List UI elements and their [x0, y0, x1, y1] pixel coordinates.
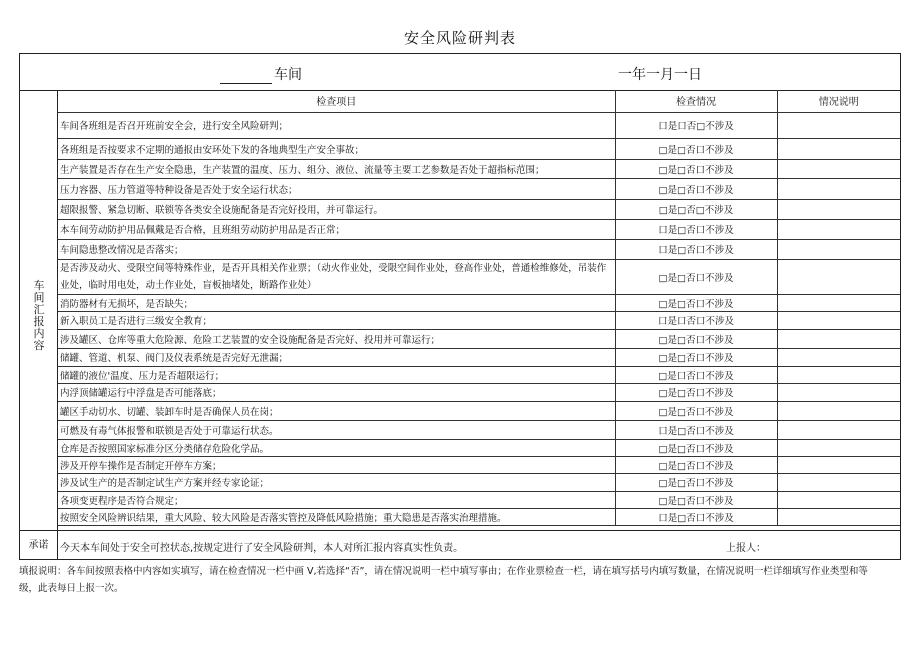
- check-status[interactable]: □是□否口不涉及: [615, 439, 777, 456]
- table-row: [58, 311, 900, 329]
- check-status[interactable]: □是□否口不涉及: [615, 456, 777, 473]
- table-row: [58, 294, 900, 311]
- col-header-remark: 情况说明: [777, 90, 900, 112]
- commitment-text: 今天本车间处于安全可控状态,按规定进行了安全风险研判，本人对所汇报内容真实性负责。: [60, 543, 464, 554]
- check-status[interactable]: □是□否口不涉及: [615, 491, 777, 508]
- table-row: [58, 508, 900, 525]
- check-status[interactable]: □是□否口不涉及: [615, 329, 777, 348]
- remark-cell[interactable]: [777, 508, 900, 525]
- check-item: 涉及开停车操作是否制定开停车方案；: [58, 456, 615, 473]
- check-item: 罐区手动切水、切罐、装卸车时是否确保人员在岗；: [58, 401, 615, 420]
- table-row: [58, 178, 900, 199]
- check-item: 涉及试生产的是否制定试生产方案并经专家论证；: [58, 473, 615, 491]
- remark-cell[interactable]: [777, 473, 900, 491]
- check-status[interactable]: □是口否口不涉及: [615, 366, 777, 383]
- check-status[interactable]: □是□否口不涉及: [615, 348, 777, 366]
- check-item: 按照安全风险辨识结果，重大风险、较大风险是否落实管控及降低风险措施；重大隐患是否落实治理措施。: [58, 508, 615, 525]
- side-char: 内: [33, 327, 45, 340]
- check-status[interactable]: □是□否口不涉及: [615, 259, 777, 294]
- side-label: [20, 280, 58, 352]
- check-item: 压力容器、压力管道等特种设备是否处于安全运行状态；: [58, 178, 615, 199]
- remark-cell[interactable]: [777, 199, 900, 219]
- remark-cell[interactable]: [777, 159, 900, 178]
- check-status[interactable]: □是□否口不涉及: [615, 138, 777, 159]
- check-item: 生产装置是否存在生产安全隐患，生产装置的温度、压力、组分、液位、流量等主要工艺参数是否处于超指标范围；: [58, 159, 615, 178]
- date-field[interactable]: 一年一月一日: [618, 67, 702, 83]
- side-char: 车: [33, 279, 45, 292]
- check-item: 储罐的液位'温度、压力是否超限运行；: [58, 366, 615, 383]
- check-status[interactable]: 口是□否口不涉及: [615, 219, 777, 239]
- check-status[interactable]: 口是口否口不涉及: [615, 311, 777, 329]
- check-item: 涉及罐区、仓库等重大危险源、危险工艺装置的安全设施配备是否完好、投用并可靠运行；: [58, 329, 615, 348]
- col-header-item: 检查项目: [58, 90, 615, 112]
- check-item: 是否涉及动火、受限空间等特殊作业，是否开具相关作业票；（动火作业处，受限空间作业处，登高作业处，普通检维修处，吊装作业处，临时用电处，动土作业处，盲板抽堵处，断路作业处）: [58, 259, 615, 294]
- check-status[interactable]: 口是口否□不涉及: [615, 112, 777, 138]
- table-row: [58, 491, 900, 508]
- commitment-label: 承诺: [20, 531, 58, 560]
- table-row: [58, 348, 900, 366]
- check-status[interactable]: □是□否□不涉及: [615, 199, 777, 219]
- table-row: [58, 420, 900, 439]
- check-status[interactable]: □是□否口不涉及: [615, 383, 777, 401]
- remark-cell[interactable]: [777, 383, 900, 401]
- remark-cell[interactable]: [777, 311, 900, 329]
- check-item: 储罐、管道、机泵、阀门及仪表系统是否完好无泄漏；: [58, 348, 615, 366]
- remark-cell[interactable]: [777, 259, 900, 294]
- side-char: 汇: [33, 303, 45, 316]
- check-item: 可燃及有毒气体报警和联锁是否处于可靠运行状态。: [58, 420, 615, 439]
- side-char: 间: [33, 291, 45, 304]
- remark-cell[interactable]: [777, 348, 900, 366]
- table-row: [58, 259, 900, 294]
- side-column: [20, 90, 58, 530]
- table-row: [58, 383, 900, 401]
- check-item: 各班组是否按要求不定期的通报由安环处下发的各地典型生产安全事故；: [58, 138, 615, 159]
- remark-cell[interactable]: [777, 329, 900, 348]
- side-char: 报: [33, 315, 45, 328]
- risk-form: [19, 53, 901, 560]
- page-title: 安全风险研判表: [403, 29, 516, 47]
- table-row: [58, 199, 900, 219]
- check-item: 仓库是否按照国家标准分区分类储存危险化学品。: [58, 439, 615, 456]
- table-row: [58, 401, 900, 420]
- check-status[interactable]: □是□否口不涉及: [615, 159, 777, 178]
- check-status[interactable]: 口是□否口不涉及: [615, 420, 777, 439]
- remark-cell[interactable]: [777, 491, 900, 508]
- check-status[interactable]: 口是□否口不涉及: [615, 508, 777, 525]
- remark-cell[interactable]: [777, 239, 900, 259]
- table-row: [58, 473, 900, 491]
- form-header: [20, 54, 900, 91]
- table-row: [58, 239, 900, 259]
- remark-cell[interactable]: [777, 420, 900, 439]
- remark-cell[interactable]: [777, 219, 900, 239]
- check-item: 车间隐患整改情况是否落实；: [58, 239, 615, 259]
- table-row: [58, 366, 900, 383]
- table-row: [58, 456, 900, 473]
- check-status[interactable]: □是□否口不涉及: [615, 401, 777, 420]
- fill-instructions: 填报说明：各车间按照表格中内容如实填写，请在检查情况一栏中画 V,若选择“否”，请在情况说明一栏中填写事由；在作业票检查一栏，请在填写括号内填写数量，在情况说明一栏详细填写作业类型和等级，此表每日上报一次。: [19, 566, 868, 594]
- workshop-label: 车间: [274, 67, 302, 83]
- table-header-row: [58, 90, 900, 112]
- remark-cell[interactable]: [777, 401, 900, 420]
- remark-cell[interactable]: [777, 294, 900, 311]
- workshop-blank[interactable]: [220, 69, 272, 84]
- table-row: [58, 329, 900, 348]
- check-item: 消防器材有无损坏，是否缺失；: [58, 294, 615, 311]
- remark-cell[interactable]: [777, 138, 900, 159]
- col-header-status: 检查情况: [615, 90, 777, 112]
- remark-cell[interactable]: [777, 456, 900, 473]
- remark-cell[interactable]: [777, 366, 900, 383]
- table-row: [58, 112, 900, 138]
- check-status[interactable]: □是□否口不涉及: [615, 178, 777, 199]
- remark-cell[interactable]: [777, 178, 900, 199]
- side-char: 容: [33, 339, 45, 352]
- remark-cell[interactable]: [777, 439, 900, 456]
- table-row: [58, 219, 900, 239]
- check-table: [58, 90, 900, 526]
- table-row: [58, 439, 900, 456]
- check-item: 各项变更程序是否符合规定；: [58, 491, 615, 508]
- check-status[interactable]: □是□否口不涉及: [615, 294, 777, 311]
- check-item: 车间各班组是否召开班前安全会，进行安全风险研判；: [58, 112, 615, 138]
- remark-cell[interactable]: [777, 112, 900, 138]
- check-status[interactable]: 口是□否口不涉及: [615, 239, 777, 259]
- check-item: 本车间劳动防护用品佩戴是否合格，且班组劳动防护用品是否正常；: [58, 219, 615, 239]
- check-item: 内浮顶储罐运行中浮盘是否可能落底；: [58, 383, 615, 401]
- commitment-row: [20, 530, 900, 560]
- workshop-field: [220, 64, 302, 84]
- check-item: 超限报警、紧急切断、联锁等各类安全设施配备是否完好投用，并可靠运行。: [58, 199, 615, 219]
- check-item: 新入职员工是否进行三级安全教育；: [58, 311, 615, 329]
- reporter-field[interactable]: 上报人：: [726, 543, 766, 554]
- table-row: [58, 159, 900, 178]
- table-row: [58, 138, 900, 159]
- check-status[interactable]: □是□否口不涉及: [615, 473, 777, 491]
